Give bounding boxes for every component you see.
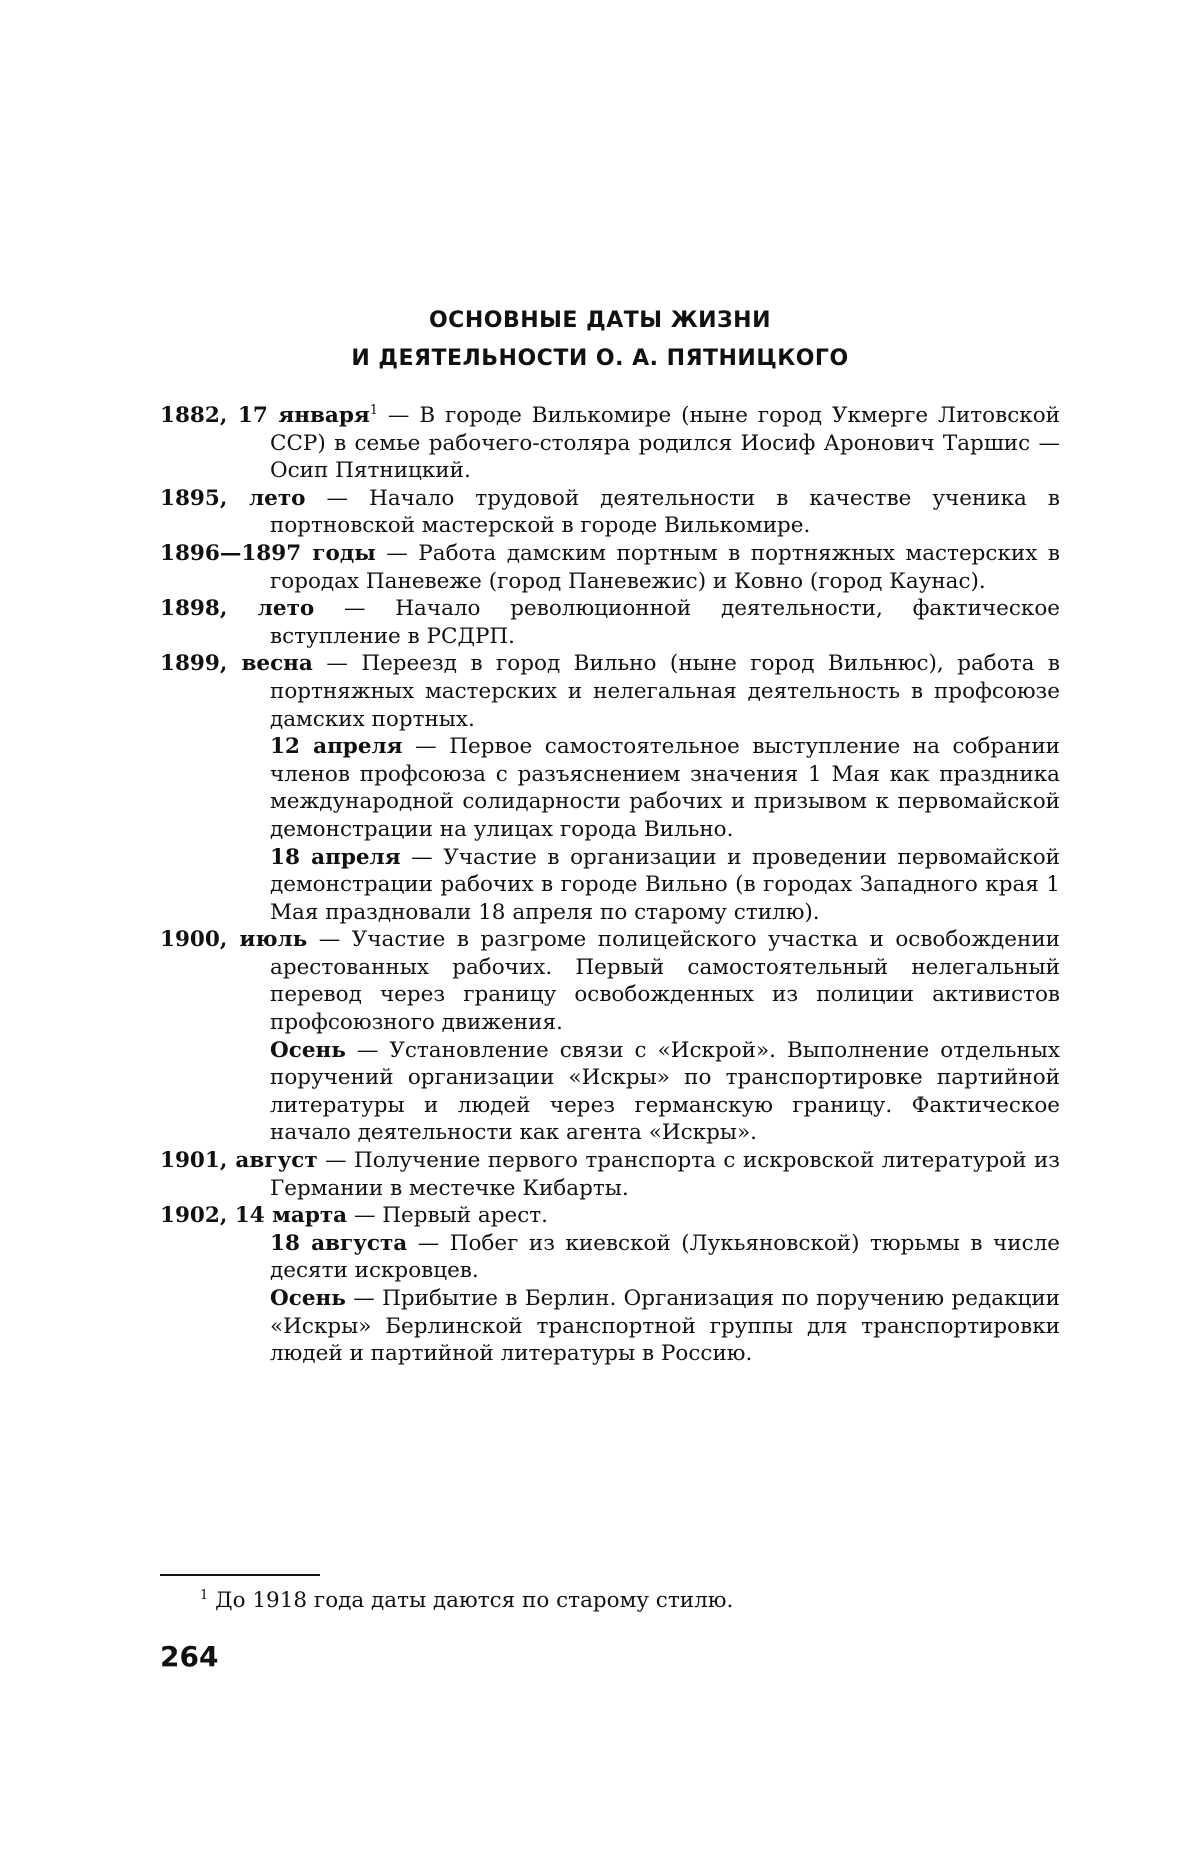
subentry-text: — Побег из киевской (Лукьяновской) тюрьмы в числе десяти искровцев. [270, 1230, 1060, 1284]
title-line-2: И ДЕЯТЕЛЬНОСТИ О. А. ПЯТНИЦКОГО [351, 346, 849, 371]
chronology-entry [160, 926, 1060, 1036]
entry-text: — Работа дамским портным в портняжных мастерских в городах Паневеже (город Паневежис) и Ковно (город Каунас). [270, 540, 1060, 594]
page-number: 264 [160, 1640, 219, 1673]
page-title [0, 302, 1200, 378]
chronology-subentry [160, 844, 1060, 927]
subentry-date: 12 апреля [270, 734, 403, 760]
chronology-entry [160, 650, 1060, 733]
subentry-text: — Прибытие в Берлин. Организация по поручению редакции «Искры» Берлинской транспортной группы для транспортировки людей и партийной литературы в Россию. [270, 1286, 1060, 1367]
subentry-text: — Участие в организации и проведении первомайской демонстрации рабочих в городе Вильно (в городах Западного края 1 Мая праздновали 18 апреля по старому стилю). [270, 844, 1061, 925]
entry-date: 1902, 14 марта [160, 1203, 348, 1229]
chronology [160, 402, 1060, 1368]
chronology-subentry [160, 1285, 1060, 1368]
entry-date: 1899, весна [160, 651, 313, 677]
entry-text: — Начало трудовой деятельности в качестве ученика в портновской мастерской в городе Вилькомире. [270, 485, 1061, 539]
chronology-entry [160, 540, 1060, 595]
chronology-subentry [160, 733, 1060, 843]
entry-date: 1896—1897 годы [160, 540, 376, 566]
chronology-subentry [160, 1230, 1060, 1285]
chronology-entry [160, 485, 1060, 540]
subentry-text: — Установление связи с «Искрой». Выполнение отдельных поручений организации «Искры» по транспортировке партийной литературы и людей через германскую границу. Фактическое начало деятельности как агента «Искры». [270, 1037, 1060, 1146]
chronology-entry [160, 595, 1060, 650]
chronology-entry [160, 1147, 1060, 1202]
entry-text: — Первый арест. [347, 1203, 548, 1229]
entry-date: 1901, август [160, 1148, 318, 1174]
footnote-text: До 1918 года даты даются по старому стилю. [208, 1588, 734, 1613]
entry-text: — В городе Вилькомире (ныне город Укмерге Литовской ССР) в семье рабочего-столяра родился Иосиф Аронович Таршис — Осип Пятницкий. [270, 403, 1060, 484]
entry-date: 1898, лето [160, 596, 315, 622]
subentry-text: — Первое самостоятельное выступление на собрании членов профсоюза с разъяснением значения 1 Мая как праздника международной солидарности рабочих и призывом к первомайской демонстрации на улицах города Вильно. [270, 734, 1061, 842]
entry-date: 1900, июль [160, 927, 308, 953]
footnote-mark: 1 [200, 1587, 209, 1603]
chronology-subentry [160, 1037, 1060, 1147]
entry-text: — Начало революционной деятельности, фактическое вступление в РСДРП. [270, 596, 1061, 649]
chronology-entry [160, 1202, 1060, 1230]
title-line-1: ОСНОВНЫЕ ДАТЫ ЖИЗНИ [428, 308, 771, 333]
entry-date: 1895, лето [160, 485, 306, 511]
entry-text: — Переезд в город Вильно (ныне город Вильнюс), работа в портняжных мастерских и нелегальная деятельность в профсоюзе дамских портных. [270, 651, 1060, 732]
chronology-entry [160, 402, 1060, 485]
subentry-date: Осень [270, 1037, 346, 1063]
entry-text: — Участие в разгроме полицейского участка и освобождении арестованных рабочих. Первый самостоятельный нелегальный перевод через границу освобожденных из полиции активистов профсоюзного движения. [270, 927, 1060, 1036]
entry-date: 1882, 17 января [160, 403, 370, 428]
footnote [200, 1587, 1020, 1615]
subentry-date: Осень [270, 1286, 346, 1311]
subentry-date: 18 августа [270, 1230, 408, 1256]
footnote-divider [160, 1574, 320, 1576]
subentry-date: 18 апреля [270, 844, 401, 870]
footnote-reference: 1 [369, 402, 379, 418]
entry-text: — Получение первого транспорта с искровской литературой из Германии в местечке Кибарты. [270, 1148, 1061, 1201]
